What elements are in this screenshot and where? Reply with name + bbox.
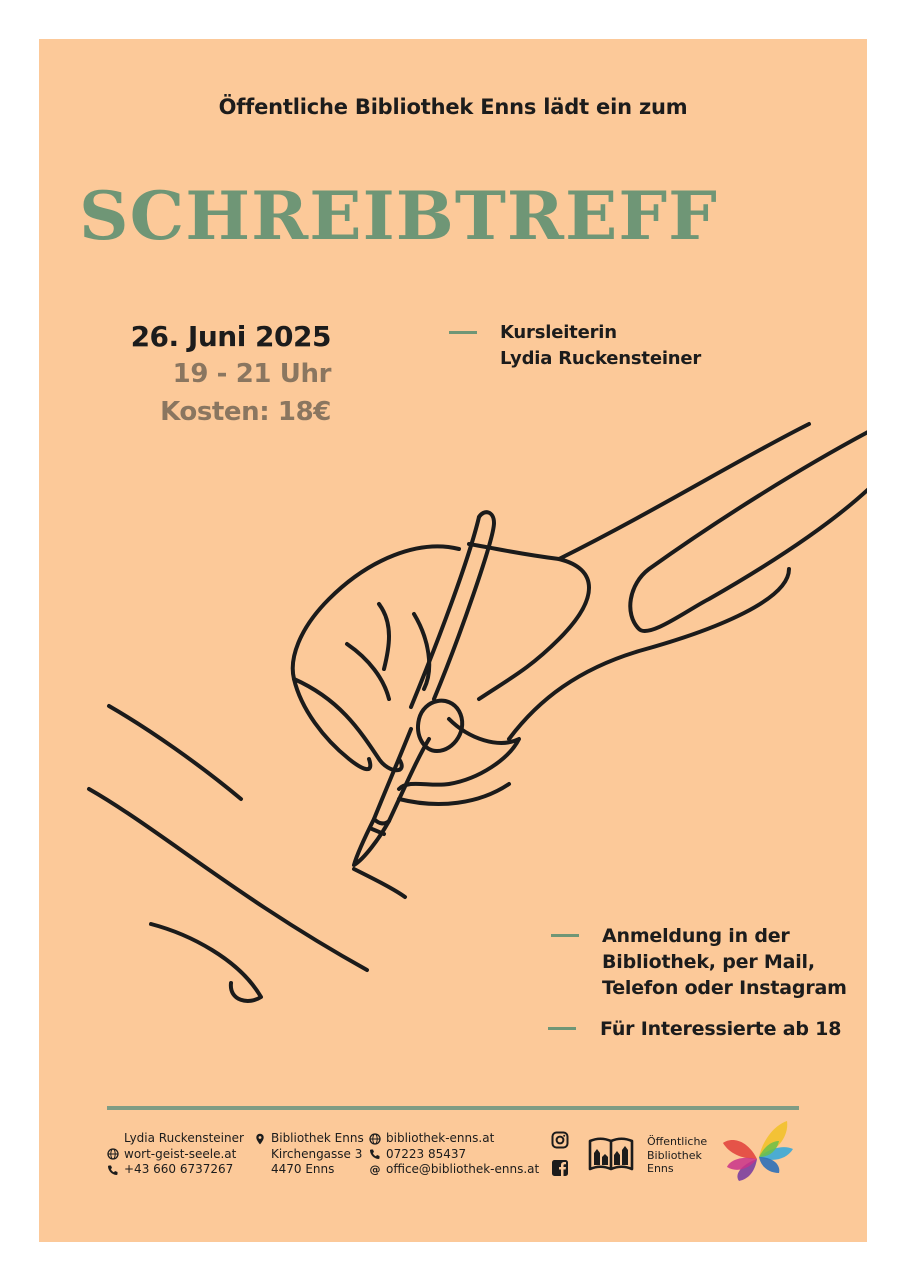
event-title: SCHREIBTREFF bbox=[79, 177, 718, 255]
library-logo-text bbox=[647, 1135, 707, 1176]
intro-text: Öffentliche Bibliothek Enns lädt ein zum bbox=[218, 95, 688, 119]
butterfly-logo-icon bbox=[719, 1119, 797, 1185]
logo-text-line-2: Bibliothek bbox=[647, 1148, 702, 1162]
pen-tip bbox=[354, 819, 389, 865]
library-street: Kirchengasse 3 bbox=[271, 1146, 363, 1161]
registration-line-1: Anmeldung in der bbox=[602, 925, 790, 947]
registration-line-3: Telefon oder Instagram bbox=[602, 977, 847, 999]
hand-back bbox=[293, 546, 459, 769]
audience-info: Für Interessierte ab 18 bbox=[600, 1018, 842, 1040]
library-website[interactable]: bibliothek-enns.at bbox=[386, 1131, 495, 1145]
paper-line-1 bbox=[109, 706, 241, 799]
pen-body-right bbox=[434, 512, 494, 699]
finger-crease-2 bbox=[379, 604, 389, 669]
footer-library-contact bbox=[369, 1131, 539, 1178]
dash-audience bbox=[548, 1027, 576, 1030]
globe-icon bbox=[107, 1148, 119, 1160]
library-email[interactable]: office@bibliothek-enns.at bbox=[386, 1162, 540, 1176]
hand-top bbox=[469, 544, 559, 559]
instagram-icon[interactable] bbox=[551, 1131, 569, 1149]
globe-icon bbox=[369, 1133, 381, 1145]
event-cost: Kosten: 18€ bbox=[160, 397, 331, 427]
logo-text-line-1: Öffentliche bbox=[647, 1135, 708, 1148]
paper-line-4 bbox=[354, 869, 405, 897]
open-book-icon bbox=[587, 1135, 635, 1173]
footer-contact-instructor bbox=[107, 1131, 244, 1178]
arm-upper-line bbox=[559, 424, 809, 559]
library-phone[interactable]: 07223 85437 bbox=[386, 1146, 467, 1161]
at-sign-icon: @ bbox=[369, 1163, 381, 1176]
poster bbox=[39, 39, 867, 1242]
event-date: 26. Juni 2025 bbox=[130, 320, 331, 353]
social-icons bbox=[551, 1131, 571, 1187]
registration-info bbox=[602, 923, 847, 1001]
library-city: 4470 Enns bbox=[271, 1162, 335, 1176]
instructor-phone[interactable]: +43 660 6737267 bbox=[124, 1162, 234, 1176]
registration-line-2: Bibliothek, per Mail, bbox=[602, 951, 815, 973]
paper-line-2 bbox=[89, 789, 367, 970]
wrist-line bbox=[509, 569, 789, 739]
paper-line-3 bbox=[151, 924, 261, 1001]
instructor-label: Kursleiterin bbox=[500, 322, 617, 343]
instructor-footer-name: Lydia Ruckensteiner bbox=[124, 1131, 244, 1145]
phone-icon bbox=[369, 1148, 381, 1160]
sleeve-cuff bbox=[630, 432, 867, 631]
instructor-website[interactable]: wort-geist-seele.at bbox=[124, 1146, 237, 1161]
location-pin-icon bbox=[254, 1133, 266, 1145]
event-time: 19 - 21 Uhr bbox=[172, 359, 331, 389]
footer-address bbox=[254, 1131, 364, 1178]
dash-registration bbox=[551, 934, 579, 937]
logo-text-line-3: Enns bbox=[647, 1162, 674, 1175]
phone-icon bbox=[107, 1164, 119, 1176]
instructor-name: Lydia Ruckensteiner bbox=[500, 348, 702, 369]
footer-divider bbox=[107, 1106, 799, 1110]
hand-writing-illustration bbox=[39, 39, 867, 1242]
facebook-icon[interactable] bbox=[551, 1159, 569, 1177]
palm-bottom bbox=[399, 784, 509, 804]
library-name: Bibliothek Enns bbox=[271, 1131, 364, 1145]
finger-crease-1 bbox=[347, 644, 389, 699]
